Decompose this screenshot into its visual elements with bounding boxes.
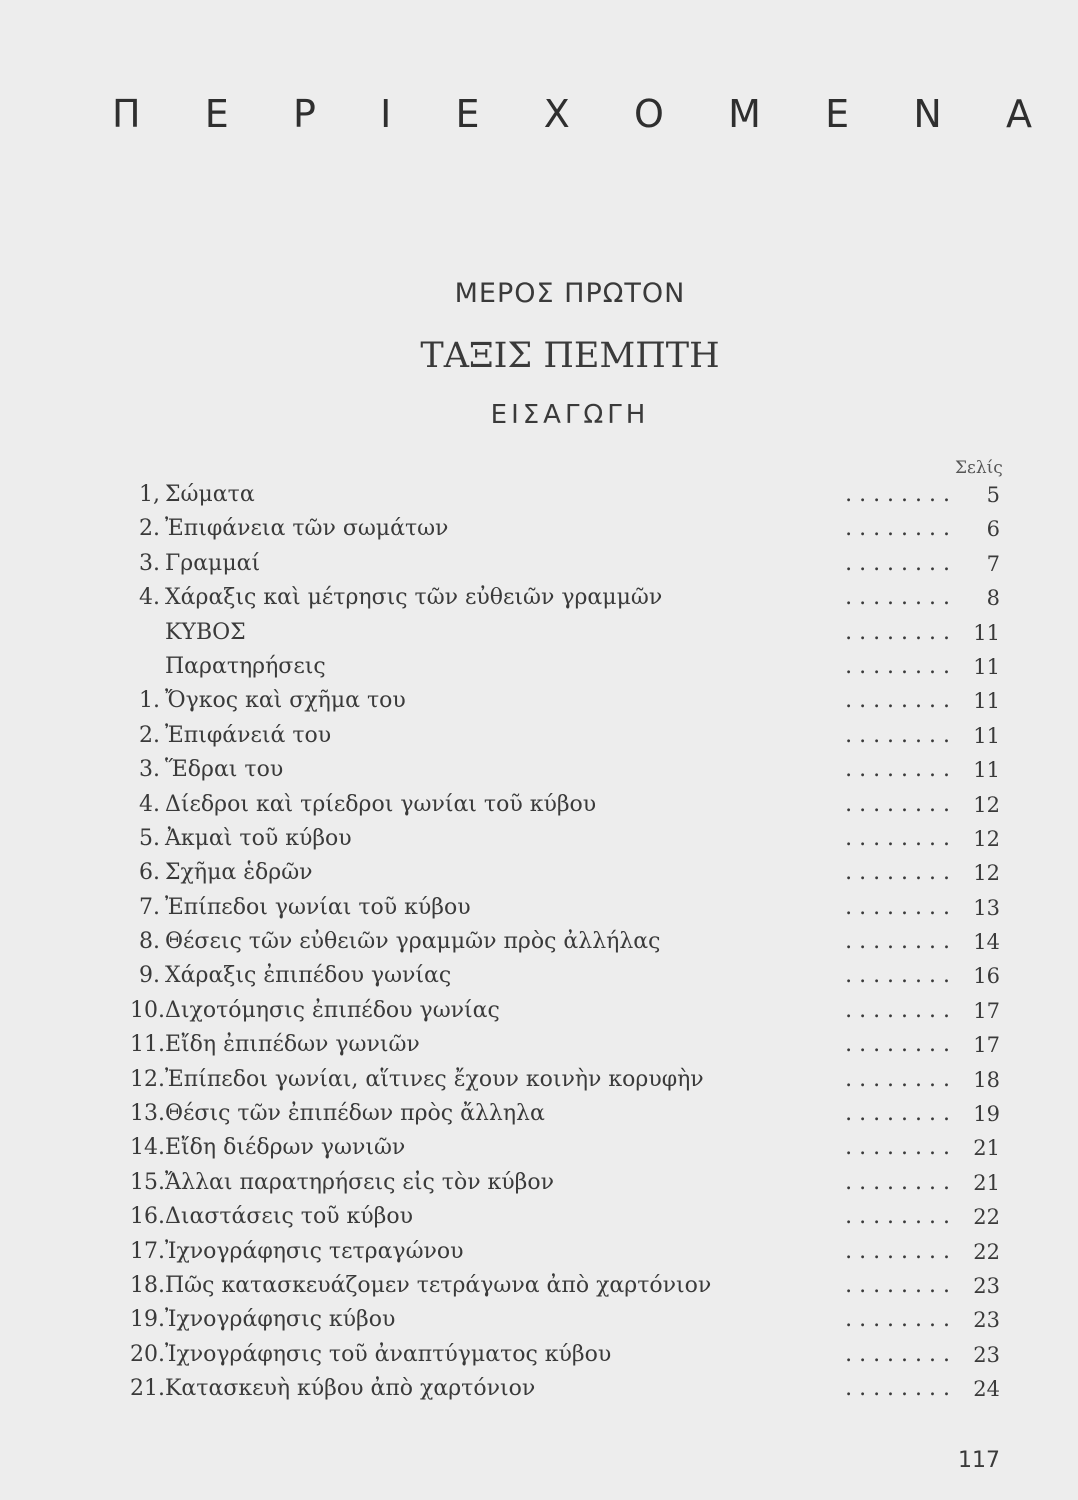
contents-heading	[112, 92, 1032, 136]
entry-number: 6.	[139, 860, 160, 886]
entry-page: 19	[973, 1102, 1000, 1127]
entry-title: Χάραξις καὶ μέτρησις τῶν εὐθειῶν γραμμῶν	[165, 585, 663, 611]
entry-title: Ἄλλαι παρατηρήσεις εἰς τὸν κύβον	[165, 1169, 555, 1195]
entry-page: 23	[973, 1308, 1000, 1333]
entry-title: Ἕδραι του	[165, 757, 284, 783]
toc-entry	[130, 616, 1010, 650]
toc-entry	[130, 753, 1010, 787]
dot-leader: . . . . . . . .	[845, 1238, 950, 1264]
entry-title: Θέσις τῶν ἐπιπέδων πρὸς ἄλληλα	[165, 1101, 545, 1127]
entry-title: Γραμμαί	[165, 550, 261, 576]
entry-title: Ἰχνογράφησις τετραγώνου	[165, 1238, 464, 1264]
entry-number: 7.	[139, 894, 160, 920]
entry-number: 1.	[139, 688, 160, 714]
entry-number: 20.	[130, 1341, 165, 1367]
dot-leader: . . . . . . . .	[845, 997, 950, 1023]
entry-number: 19.	[130, 1307, 165, 1333]
dot-leader: . . . . . . . .	[845, 1032, 950, 1058]
toc-entry	[130, 512, 1010, 546]
entry-number: 4.	[139, 585, 160, 611]
part-title: ΜΕΡΟΣ ΠΡΩΤΟΝ	[454, 278, 686, 309]
dot-leader: . . . . . . . .	[845, 929, 950, 955]
dot-leader: . . . . . . . .	[845, 1066, 950, 1092]
entry-title: Ἐπιφάνειά του	[165, 722, 332, 748]
entry-title: Ὄγκος καὶ σχῆμα του	[165, 688, 406, 714]
entry-title: Σχῆμα ἑδρῶν	[165, 860, 313, 886]
entry-page: 12	[973, 792, 1000, 817]
dot-leader: . . . . . . . .	[845, 825, 950, 851]
entry-page: 7	[986, 551, 1000, 576]
entry-title: Ἀκμαὶ τοῦ κύβου	[165, 825, 352, 851]
dot-leader: . . . . . . . .	[845, 860, 950, 886]
toc-entry	[130, 1235, 1010, 1269]
toc-entry	[130, 1269, 1010, 1303]
entry-title: Κατασκευὴ κύβου ἀπὸ χαρτόνιον	[165, 1376, 536, 1402]
entry-number: 14.	[130, 1135, 165, 1161]
dot-leader: . . . . . . . .	[845, 688, 950, 714]
dot-leader: . . . . . . . .	[845, 585, 950, 611]
entry-number: 2.	[139, 516, 160, 542]
toc-entry	[130, 1028, 1010, 1062]
entry-number: 3.	[139, 550, 160, 576]
entry-page: 11	[973, 723, 1000, 748]
toc-entry	[130, 1131, 1010, 1165]
toc-entry	[130, 1372, 1010, 1406]
entry-number: 1,	[139, 482, 160, 507]
toc-entry	[130, 1200, 1010, 1234]
entry-number: 10.	[130, 997, 165, 1023]
entry-number: 8.	[139, 929, 160, 955]
entry-title: Ἐπιφάνεια τῶν σωμάτων	[165, 516, 449, 542]
heading-letter: Χ	[543, 92, 570, 136]
entry-number: 5.	[139, 825, 160, 851]
entry-page: 23	[973, 1342, 1000, 1367]
entry-page: 13	[973, 895, 1000, 920]
entry-page: 18	[973, 1067, 1000, 1092]
dot-leader: . . . . . . . .	[845, 516, 950, 542]
toc-entry	[130, 822, 1010, 856]
entry-title: Ἐπίπεδοι γωνίαι, αἵτινες ἔχουν κοινὴν κορυφὴν	[165, 1066, 704, 1092]
toc-entry	[130, 719, 1010, 753]
entry-page: 11	[973, 654, 1000, 679]
entry-number: 9.	[139, 963, 160, 989]
toc-entry	[130, 959, 1010, 993]
entry-number: 18.	[130, 1272, 165, 1298]
heading-letter: Α	[1006, 92, 1032, 136]
page-number: 117	[958, 1448, 1000, 1473]
dot-leader: . . . . . . . .	[845, 1101, 950, 1127]
entry-page: 11	[973, 758, 1000, 783]
heading-letter: Ε	[204, 92, 229, 136]
entry-number: 13.	[130, 1101, 165, 1127]
dot-leader: . . . . . . . .	[845, 550, 950, 576]
entry-number: 3.	[139, 757, 160, 783]
entry-title: Θέσεις τῶν εὐθειῶν γραμμῶν πρὸς ἀλλήλας	[165, 929, 661, 955]
entry-number: 12.	[130, 1066, 165, 1092]
entry-page: 17	[973, 998, 1000, 1023]
toc-entry	[130, 684, 1010, 718]
dot-leader: . . . . . . . .	[845, 1135, 950, 1161]
entry-title: Εἴδη διέδρων γωνιῶν	[165, 1135, 406, 1161]
entry-number: 11.	[130, 1032, 165, 1058]
entry-number: 17.	[130, 1238, 165, 1264]
toc-entry	[130, 547, 1010, 581]
entry-page: 16	[973, 964, 1000, 989]
entry-number: 21.	[130, 1376, 165, 1402]
entry-title: Ἰχνογράφησις κύβου	[165, 1307, 396, 1333]
entry-page: 14	[973, 930, 1000, 955]
toc-entry	[130, 1063, 1010, 1097]
toc-entry	[130, 925, 1010, 959]
entry-title: Δίεδροι καὶ τρίεδροι γωνίαι τοῦ κύβου	[165, 791, 597, 817]
dot-leader: . . . . . . . .	[845, 482, 950, 507]
section-title: ΕΙΣΑΓΩΓΗ	[490, 400, 650, 430]
entry-title: Σώματα	[165, 482, 255, 507]
entry-title: ΚΥΒΟΣ	[165, 619, 246, 645]
toc-entry	[130, 1338, 1010, 1372]
heading-letter: Μ	[728, 92, 761, 136]
entry-page: 22	[973, 1205, 1000, 1230]
dot-leader: . . . . . . . .	[845, 791, 950, 817]
toc-entry	[130, 478, 1010, 512]
table-of-contents	[130, 478, 1010, 1407]
entry-page: 24	[973, 1377, 1000, 1402]
entry-number: 15.	[130, 1169, 165, 1195]
entry-number: 2.	[139, 722, 160, 748]
entry-title: Διχοτόμησις ἐπιπέδου γωνίας	[165, 997, 500, 1023]
dot-leader: . . . . . . . .	[845, 1169, 950, 1195]
dot-leader: . . . . . . . .	[845, 619, 950, 645]
dot-leader: . . . . . . . .	[845, 963, 950, 989]
heading-letter: Ν	[913, 92, 942, 136]
entry-title: Διαστάσεις τοῦ κύβου	[165, 1204, 414, 1230]
heading-letter: Ι	[380, 92, 392, 136]
toc-entry	[130, 994, 1010, 1028]
toc-entry	[130, 1166, 1010, 1200]
toc-entry	[130, 788, 1010, 822]
entry-title: Χάραξις ἐπιπέδου γωνίας	[165, 963, 452, 989]
heading-letter: Π	[112, 92, 141, 136]
entry-page: 21	[973, 1136, 1000, 1161]
entry-page: 11	[973, 689, 1000, 714]
dot-leader: . . . . . . . .	[845, 722, 950, 748]
entry-page: 17	[973, 1033, 1000, 1058]
heading-letter: Ο	[634, 92, 664, 136]
pages-column-label: Σελίς	[955, 458, 1003, 478]
entry-page: 21	[973, 1170, 1000, 1195]
entry-title: Πῶς κατασκευάζομεν τετράγωνα ἀπὸ χαρτόνιον	[165, 1272, 712, 1298]
entry-page: 23	[973, 1273, 1000, 1298]
entry-page: 12	[973, 826, 1000, 851]
toc-entry	[130, 891, 1010, 925]
dot-leader: . . . . . . . .	[845, 1272, 950, 1298]
toc-entry	[130, 581, 1010, 615]
dot-leader: . . . . . . . .	[845, 894, 950, 920]
dot-leader: . . . . . . . .	[845, 653, 950, 679]
dot-leader: . . . . . . . .	[845, 1204, 950, 1230]
entry-title: Εἴδη ἐπιπέδων γωνιῶν	[165, 1032, 420, 1058]
dot-leader: . . . . . . . .	[845, 1376, 950, 1402]
toc-entry	[130, 1097, 1010, 1131]
class-title: ΤΑΞΙΣ ΠΕΜΠΤΗ	[420, 336, 720, 376]
dot-leader: . . . . . . . .	[845, 1307, 950, 1333]
toc-entry	[130, 856, 1010, 890]
heading-letter: Ρ	[293, 92, 316, 136]
entry-title: Ἰχνογράφησις τοῦ ἀναπτύγματος κύβου	[165, 1341, 612, 1367]
entry-page: 6	[986, 517, 1000, 542]
entry-page: 5	[986, 483, 1000, 507]
entry-title: Ἐπίπεδοι γωνίαι τοῦ κύβου	[165, 894, 471, 920]
heading-letter: Ε	[455, 92, 480, 136]
entry-title: Παρατηρήσεις	[165, 653, 326, 679]
entry-number: 4.	[139, 791, 160, 817]
entry-page: 11	[973, 620, 1000, 645]
entry-page: 8	[986, 586, 1000, 611]
entry-number: 16.	[130, 1204, 165, 1230]
dot-leader: . . . . . . . .	[845, 757, 950, 783]
toc-entry	[130, 650, 1010, 684]
dot-leader: . . . . . . . .	[845, 1341, 950, 1367]
entry-page: 22	[973, 1239, 1000, 1264]
heading-letter: Ε	[825, 92, 850, 136]
entry-page: 12	[973, 861, 1000, 886]
toc-entry	[130, 1303, 1010, 1337]
